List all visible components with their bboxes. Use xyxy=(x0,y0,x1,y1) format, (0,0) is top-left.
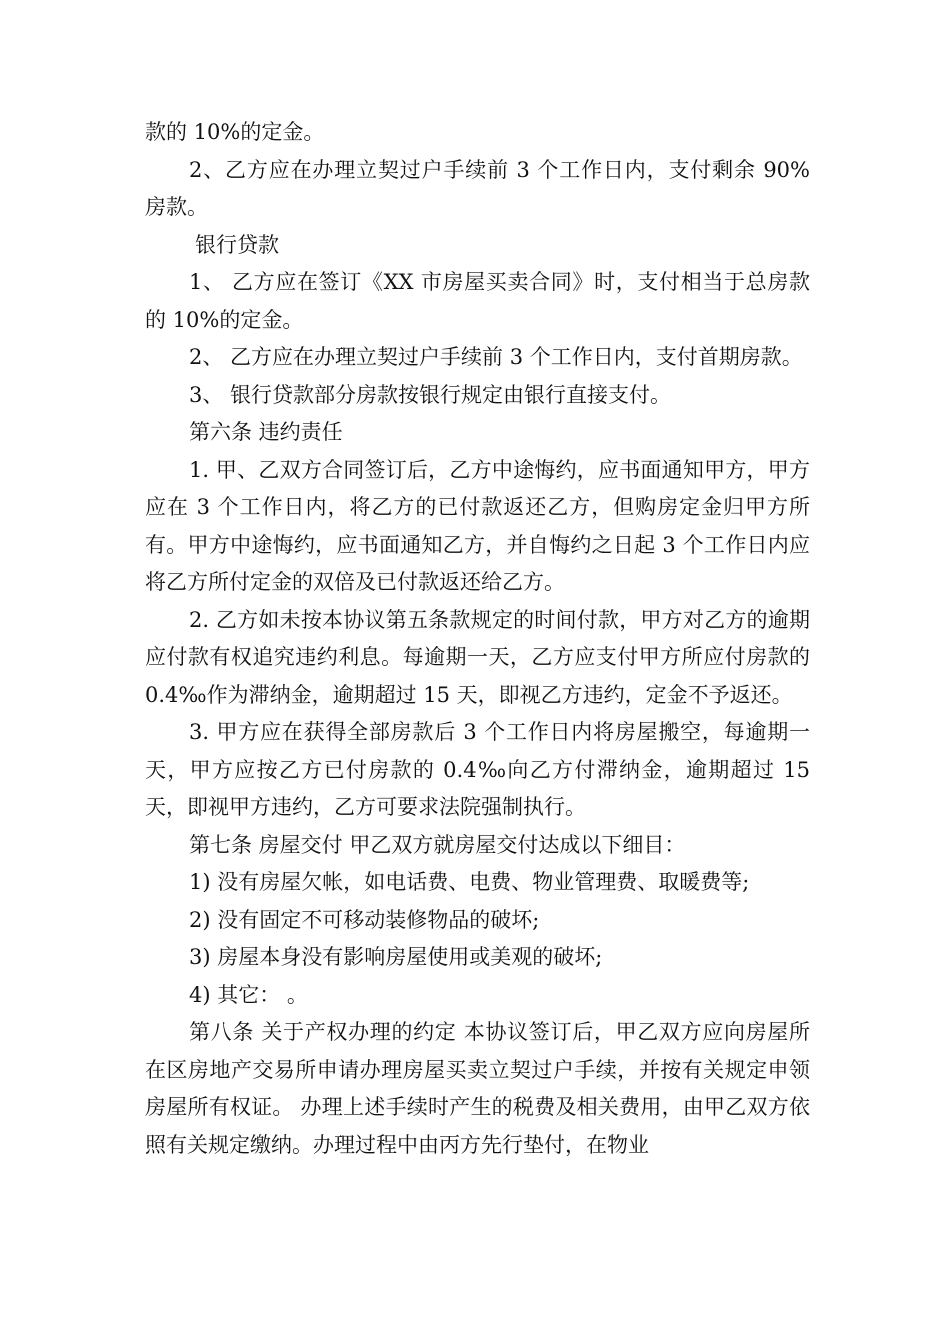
paragraph-loan-item-1: 1、 乙方应在签订《XX 市房屋买卖合同》时，支付相当于总房款的 10%的定金。 xyxy=(145,270,810,332)
paragraph-breach-1: 1. 甲、乙双方合同签订后，乙方中途悔约，应书面通知甲方，甲方应在 3 个工作日内，将乙方的已付款返还乙方，但购房定金归甲方所有。甲方中途悔约，应书面通知乙方，并自悔约之日起 3 个工作日内应将乙方所付定金的双倍及已付款返还给乙方。 xyxy=(145,457,810,594)
heading-bank-loan: 银行贷款 xyxy=(195,232,279,257)
paragraph-deposit-continued: 款的 10%的定金。 xyxy=(145,120,325,144)
document-body xyxy=(145,114,817,1164)
paragraph-delivery-4: 4) 其它： 。 xyxy=(189,982,308,1007)
paragraph-delivery-1: 1) 没有房屋欠帐，如电话费、电费、物业管理费、取暖费等; xyxy=(189,870,750,894)
paragraph-loan-item-2: 2、 乙方应在办理立契过户手续前 3 个工作日内，支付首期房款。 xyxy=(189,345,803,369)
heading-article-7: 第七条 房屋交付 甲乙双方就房屋交付达成以下细目： xyxy=(189,832,686,857)
heading-article-6: 第六条 违约责任 xyxy=(189,420,343,444)
paragraph-remaining-payment: 2、乙方应在办理立契过户手续前 3 个工作日内，支付剩余 90% 房款。 xyxy=(145,157,817,219)
paragraph-article-8: 第八条 关于产权办理的约定 本协议签订后，甲乙双方应向房屋所在区房地产交易所申请办理房屋买卖立契过户手续，并按有关规定申领房屋所有权证。 办理上述手续时产生的税费及相关费用，由甲乙双方依照有关规定缴纳。办理过程中由丙方先行垫付，在物业 xyxy=(145,1020,810,1157)
paragraph-breach-3: 3. 甲方应在获得全部房款后 3 个工作日内将房屋搬空，每逾期一天，甲方应按乙方已付房款的 0.4‰向乙方付滞纳金，逾期超过 15 天，即视甲方违约，乙方可要求法院强制执行。 xyxy=(145,720,817,819)
paragraph-loan-item-3: 3、 银行贷款部分房款按银行规定由银行直接支付。 xyxy=(189,382,672,407)
paragraph-delivery-2: 2) 没有固定不可移动装修物品的破坏; xyxy=(189,907,540,932)
paragraph-delivery-3: 3) 房屋本身没有影响房屋使用或美观的破坏; xyxy=(189,945,603,969)
paragraph-breach-2: 2. 乙方如未按本协议第五条款规定的时间付款，甲方对乙方的逾期应付款有权追究违约利息。每逾期一天，乙方应支付甲方所应付房款的 0.4‰作为滞纳金，逾期超过 15 天，即视乙方违约，定金不予返还。 xyxy=(145,607,817,707)
